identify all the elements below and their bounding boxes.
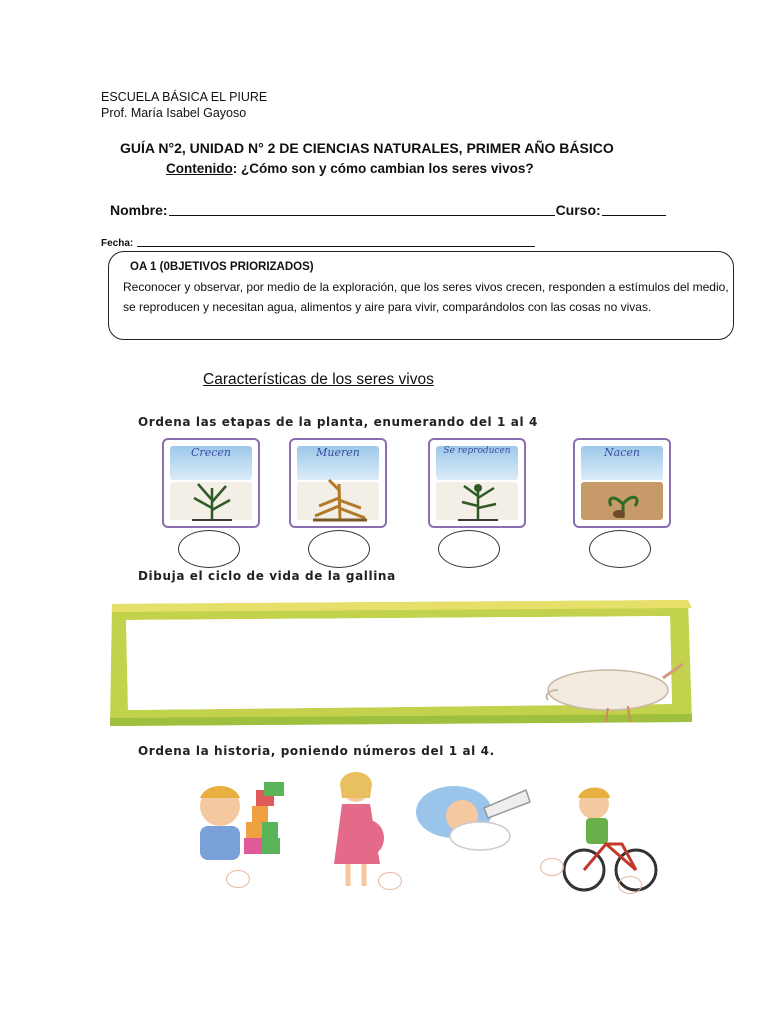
name-field[interactable] bbox=[169, 201, 555, 216]
reproducing-plant-icon bbox=[452, 476, 504, 522]
answer-circle[interactable] bbox=[308, 530, 370, 568]
growing-plant-icon bbox=[186, 478, 238, 522]
answer-circle[interactable] bbox=[226, 870, 250, 888]
hen-cycle-instruction: Dibuja el ciclo de vida de la gallina bbox=[138, 569, 396, 583]
date-row bbox=[101, 236, 535, 249]
drawing-frame[interactable] bbox=[108, 598, 694, 728]
school-header bbox=[101, 89, 267, 121]
course-field[interactable] bbox=[602, 201, 666, 216]
answer-circle[interactable] bbox=[618, 876, 642, 894]
plant-card-label: Mueren bbox=[316, 446, 360, 459]
school-name: ESCUELA BÁSICA EL PIURE bbox=[101, 90, 268, 104]
plant-card-label: Se reproducen bbox=[443, 446, 511, 456]
teacher-name: Prof. María Isabel Gayoso bbox=[101, 106, 247, 120]
content-label: Contenido bbox=[166, 161, 233, 176]
answer-circle[interactable] bbox=[589, 530, 651, 568]
content-text: : ¿Cómo son y cómo cambian los seres vivos? bbox=[232, 161, 534, 176]
plant-card-reproduce bbox=[428, 438, 526, 528]
guide-title: GUÍA N°2, UNIDAD N° 2 DE CIENCIAS NATURALES, PRIMER AÑO BÁSICO bbox=[120, 140, 614, 156]
date-field[interactable] bbox=[137, 236, 535, 247]
plant-card-born bbox=[573, 438, 671, 528]
answer-circle[interactable] bbox=[178, 530, 240, 568]
plant-stages-instruction: Ordena las etapas de la planta, enumerando del 1 al 4 bbox=[138, 415, 538, 429]
plant-card-die bbox=[289, 438, 387, 528]
child-blocks-icon bbox=[186, 778, 296, 876]
story-instruction: Ordena la historia, poniendo números del 1 al 4. bbox=[138, 744, 495, 758]
course-label: Curso: bbox=[555, 202, 601, 218]
sprout-icon bbox=[597, 484, 649, 522]
baby-bottle-icon bbox=[414, 782, 534, 860]
name-course-row bbox=[110, 201, 666, 218]
plant-card-label: Nacen bbox=[604, 446, 640, 459]
answer-circle[interactable] bbox=[438, 530, 500, 568]
objective-title: OA 1 (0BJETIVOS PRIORIZADOS) bbox=[130, 261, 314, 273]
child-bicycle-icon bbox=[560, 784, 660, 894]
answer-circle[interactable] bbox=[540, 858, 564, 876]
date-label: Fecha: bbox=[101, 238, 134, 249]
plant-card-grow bbox=[162, 438, 260, 528]
dying-plant-icon bbox=[309, 476, 371, 522]
content-line bbox=[166, 161, 534, 176]
section-title: Características de los seres vivos bbox=[203, 371, 434, 388]
answer-circle[interactable] bbox=[378, 872, 402, 890]
plant-card-label: Crecen bbox=[191, 446, 231, 459]
name-label: Nombre: bbox=[110, 202, 168, 218]
objective-text: Reconocer y observar, por medio de la exploración, que los seres vivos crecen, responden a estímulos del medio, se reproducen y necesitan agua, alimentos y aire para vivir, comparándolos con las cosas no vivas. bbox=[123, 280, 729, 314]
